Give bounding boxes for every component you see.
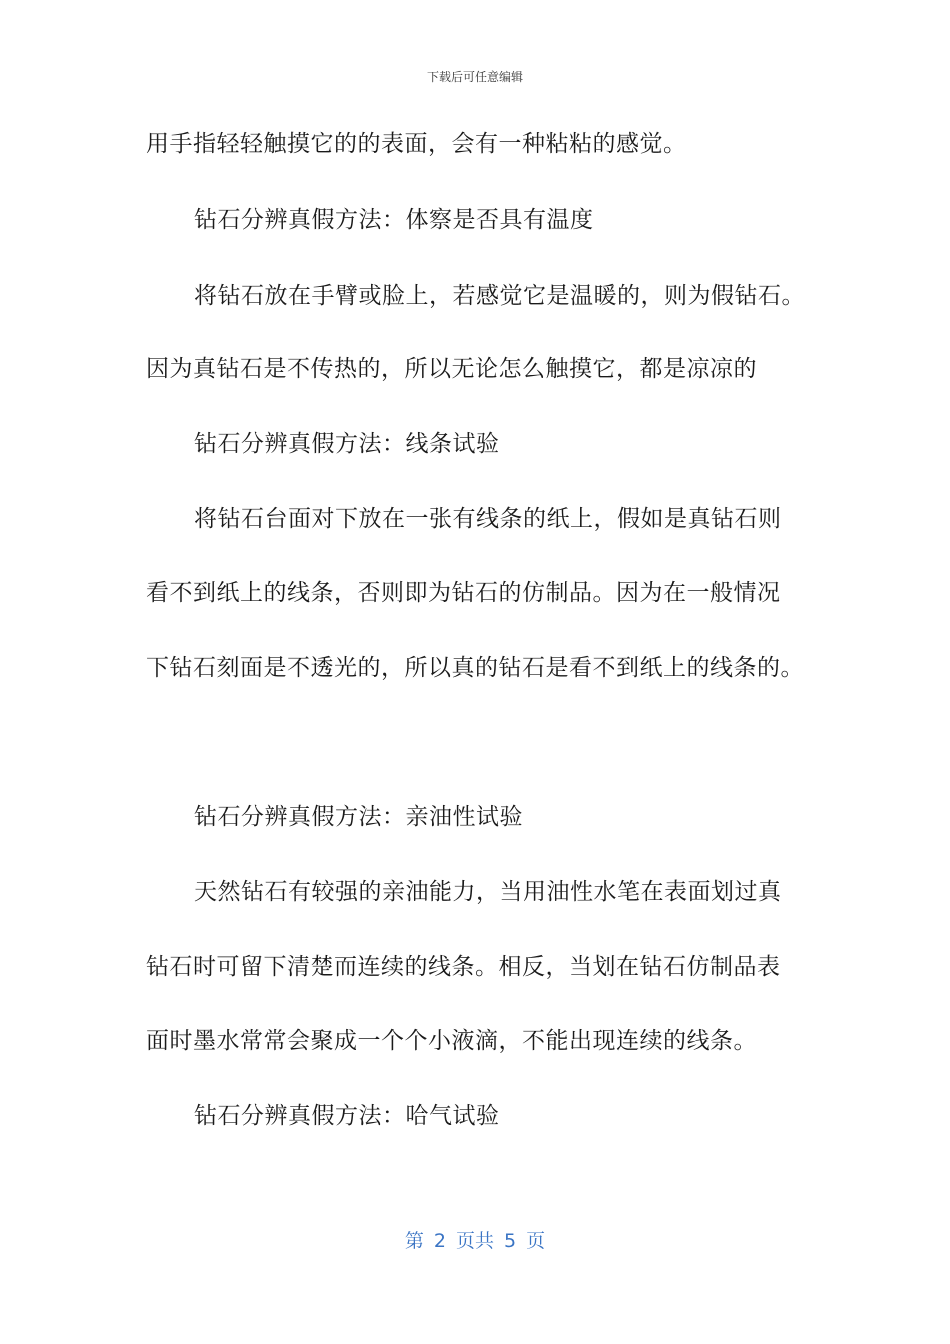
paragraph-temperature-line-1: 将钻石放在手臂或脸上，若感觉它是温暖的，则为假钻石。 [194,283,805,309]
section-heading-oil-test: 钻石分辨真假方法：亲油性试验 [194,804,523,830]
paragraph-oil-test-line-1: 天然钻石有较强的亲油能力，当用油性水笔在表面划过真 [194,879,782,905]
paragraph-line-test-line-2: 看不到纸上的线条，否则即为钻石的仿制品。因为在一般情况 [146,580,781,606]
paragraph-line-test-line-1: 将钻石台面对下放在一张有线条的纸上，假如是真钻石则 [194,506,782,532]
page-number-footer: 第 2 页共 5 页 [404,1230,546,1252]
paragraph-oil-test-line-2: 钻石时可留下清楚而连续的线条。相反，当划在钻石仿制品表 [146,954,781,980]
page-header: 下载后可任意编辑 [426,70,523,84]
section-heading-line-test: 钻石分辨真假方法：线条试验 [194,431,500,457]
section-heading-breath-test: 钻石分辨真假方法：哈气试验 [194,1103,500,1129]
paragraph-oil-test-line-3: 面时墨水常常会聚成一个个小液滴，不能出现连续的线条。 [146,1028,757,1054]
section-heading-temperature: 钻石分辨真假方法：体察是否具有温度 [194,207,594,233]
paragraph-temperature-line-2: 因为真钻石是不传热的，所以无论怎么触摸它，都是凉凉的 [146,356,757,382]
paragraph-line-test-line-3: 下钻石刻面是不透光的，所以真的钻石是看不到纸上的线条的。 [146,655,804,681]
body-line-continuation: 用手指轻轻触摸它的的表面，会有一种粘粘的感觉。 [146,131,687,157]
